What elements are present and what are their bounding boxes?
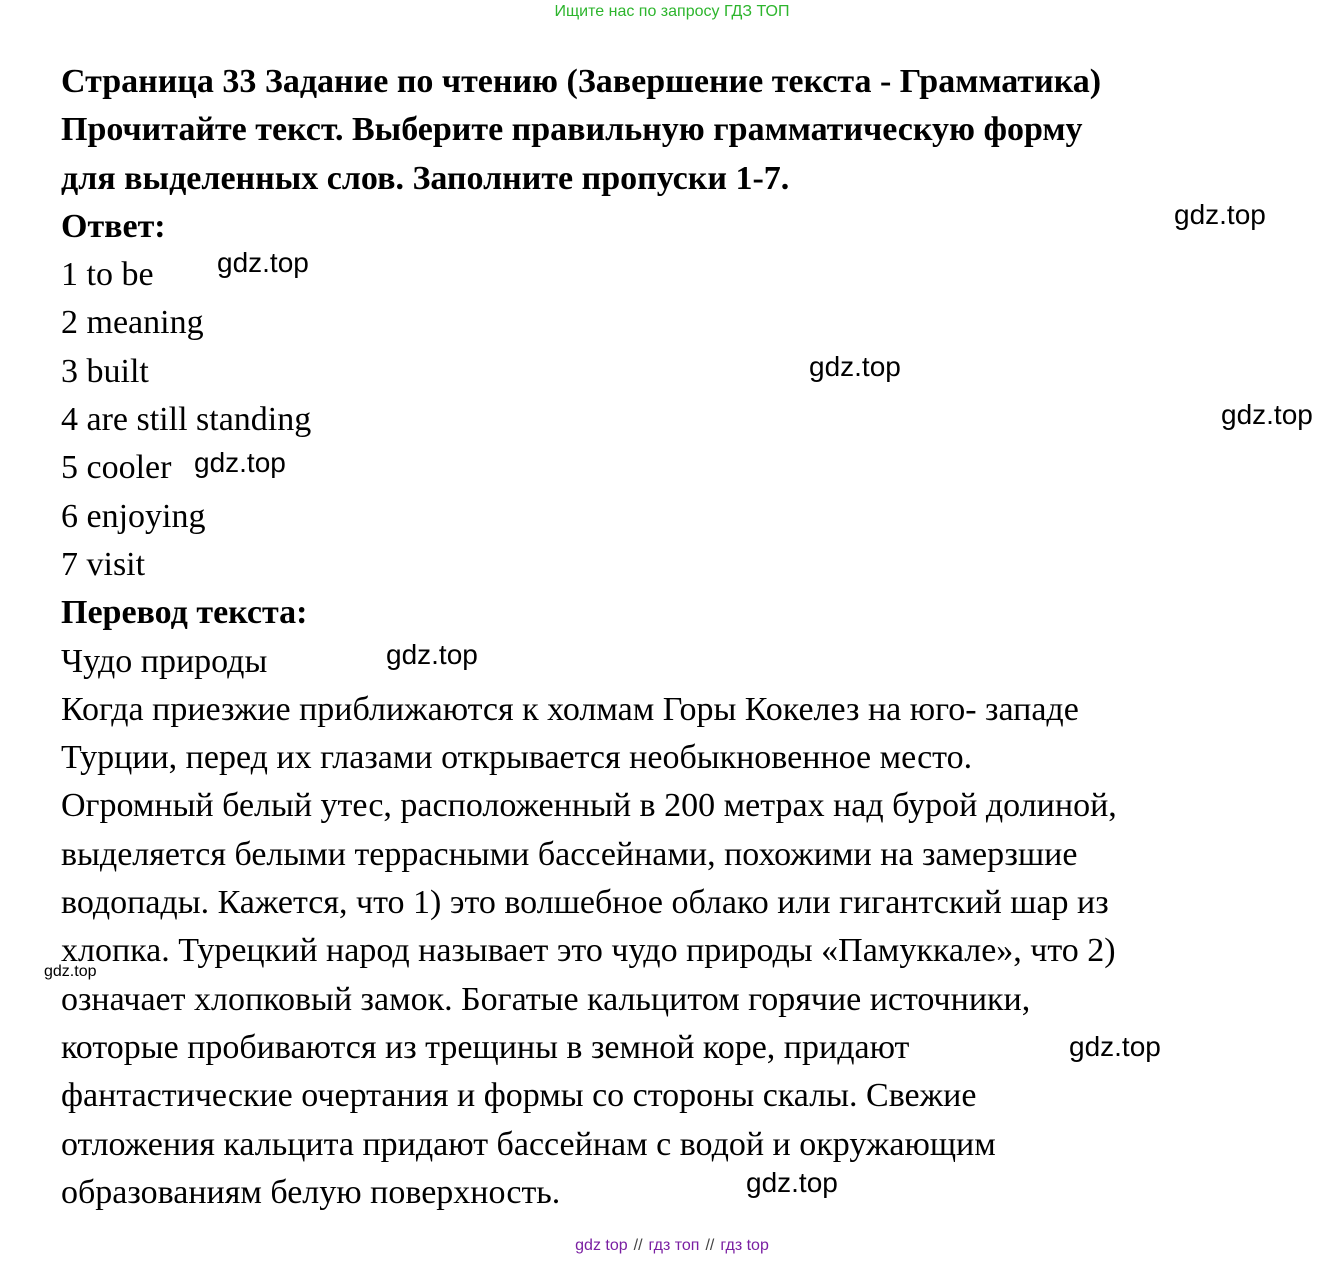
answer-item-1: 1 to be [61, 256, 154, 294]
footer-link-2[interactable]: гдз топ [648, 1237, 700, 1254]
footer-separator: // [705, 1237, 715, 1254]
translation-line-7: означает хлопковый замок. Богатые кальцитом горячие источники, [61, 980, 1031, 1018]
top-search-link[interactable]: Ищите нас по запросу ГДЗ ТОП [554, 3, 790, 20]
watermark: gdz.top [194, 447, 286, 478]
answer-item-5: 5 cooler [61, 449, 172, 487]
translation-line-3: Огромный белый утес, расположенный в 200 метрах над бурой долиной, [61, 787, 1117, 825]
translation-line-6: хлопка. Турецкий народ называет это чудо природы «Памуккале», что 2) [61, 932, 1116, 970]
watermark: gdz.top [1174, 199, 1266, 230]
answer-item-6: 6 enjoying [61, 497, 206, 535]
translation-line-9: фантастические очертания и формы со стороны скалы. Свежие [61, 1077, 977, 1115]
translation-line-1: Когда приезжие приближаются к холмам Горы Кокелез на юго- западе [61, 690, 1079, 728]
watermark: gdz.top [217, 247, 309, 278]
watermark: gdz.top [44, 963, 97, 980]
translation-line-11: образованиям белую поверхность. [61, 1173, 561, 1211]
translation-label: Перевод текста: [61, 594, 308, 632]
answer-item-2: 2 meaning [61, 304, 204, 342]
task-heading-line-2: Прочитайте текст. Выберите правильную грамматическую форму [61, 111, 1083, 149]
answer-item-7: 7 visit [61, 545, 146, 583]
answer-label: Ответ: [61, 207, 166, 245]
answer-item-3: 3 built [61, 352, 149, 390]
translation-title: Чудо природы [61, 642, 268, 680]
footer-separator: // [633, 1237, 643, 1254]
watermark: gdz.top [746, 1167, 838, 1198]
translation-line-10: отложения кальцита придают бассейнам с водой и окружающим [61, 1125, 996, 1163]
translation-line-4: выделяется белыми террасными бассейнами, похожими на замерзшие [61, 835, 1078, 873]
task-heading-line-1: Страница 33 Задание по чтению (Завершение текста - Грамматика) [61, 63, 1102, 100]
answer-item-4: 4 are still standing [61, 401, 312, 439]
footer-link-3[interactable]: гдз top [720, 1237, 769, 1254]
watermark: gdz.top [1221, 399, 1313, 430]
watermark: gdz.top [1069, 1031, 1161, 1062]
watermark: gdz.top [386, 639, 478, 670]
translation-line-2: Турции, перед их глазами открывается необыкновенное место. [61, 739, 973, 777]
footer-links [0, 1236, 1344, 1256]
task-heading-line-3: для выделенных слов. Заполните пропуски 1-7. [61, 159, 790, 197]
translation-line-8: которые пробиваются из трещины в земной коре, придают [61, 1028, 910, 1066]
watermark: gdz.top [809, 351, 901, 382]
footer-link-1[interactable]: gdz top [575, 1237, 628, 1254]
translation-line-5: водопады. Кажется, что 1) это волшебное облако или гигантский шар из [61, 884, 1109, 922]
